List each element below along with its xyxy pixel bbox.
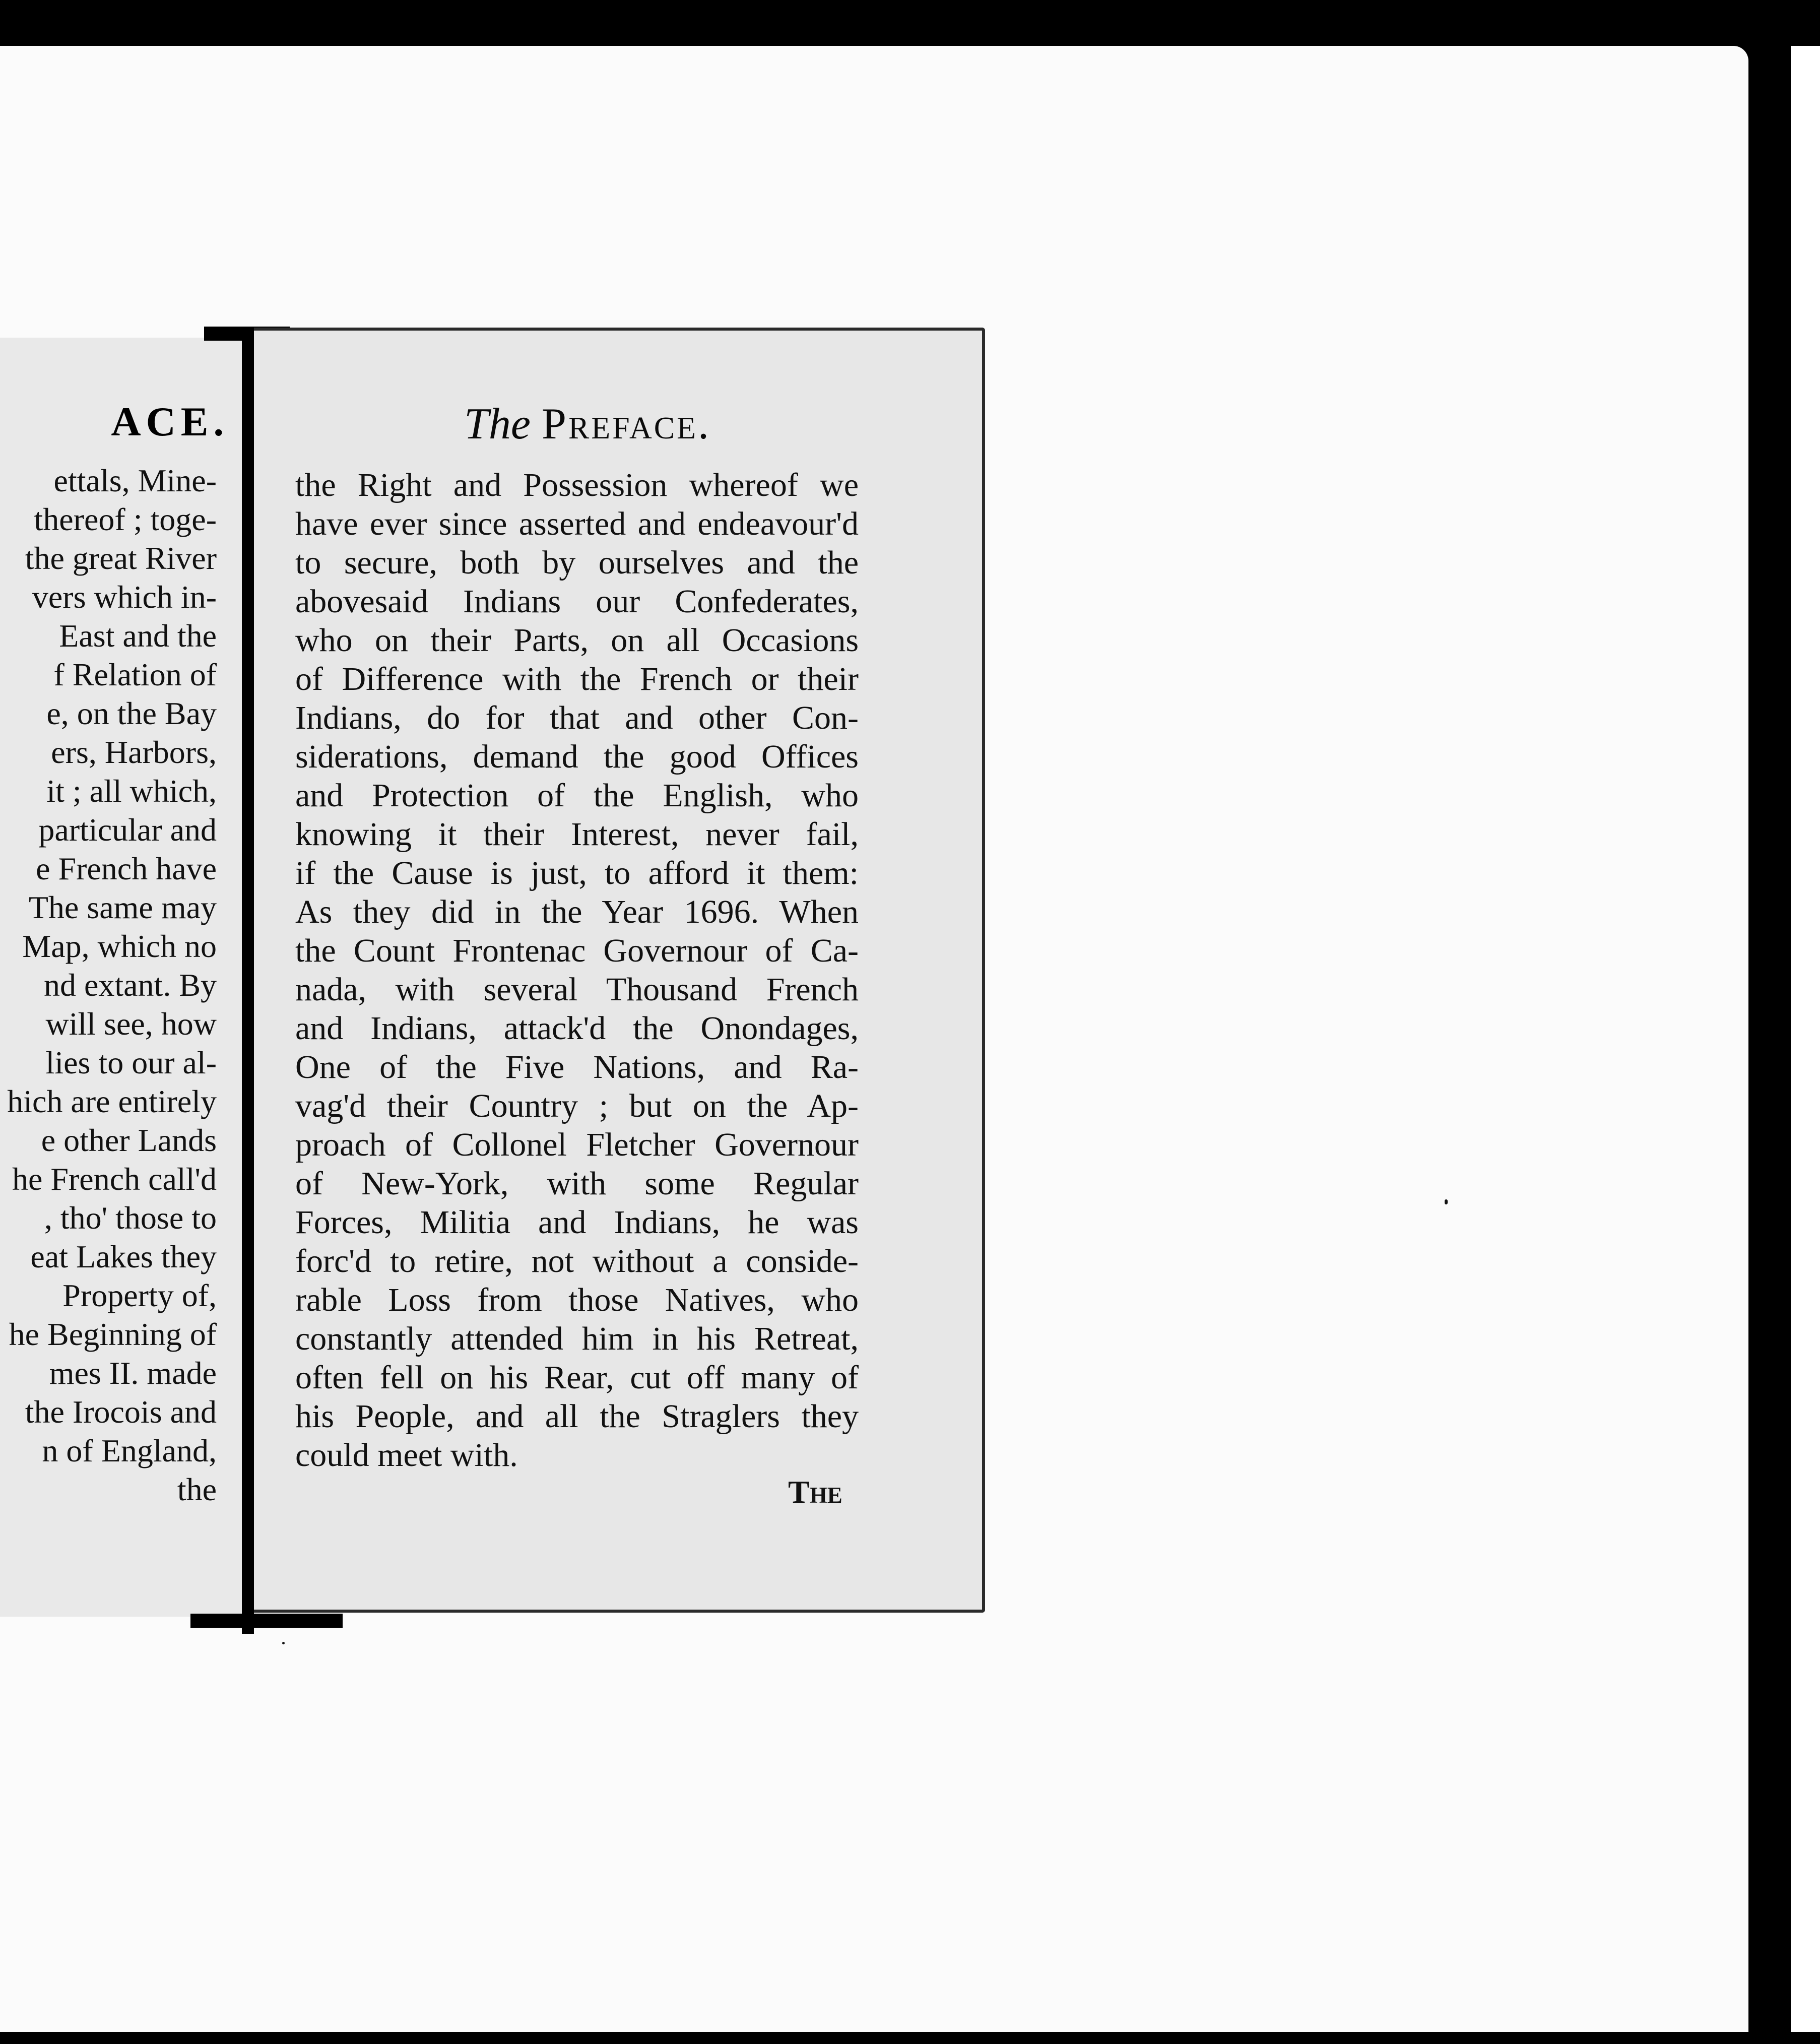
text-line: siderations, demand the good Offices	[295, 738, 859, 775]
text-line: could meet with.	[295, 1437, 518, 1474]
film-speck	[1445, 1199, 1448, 1204]
text-line: the Count Frontenac Governour of Ca-	[295, 932, 859, 969]
text-line: the Right and Possession whereof we	[295, 467, 859, 503]
text-line: have ever since asserted and endeavour'd	[295, 505, 859, 542]
catchword: The	[788, 1474, 842, 1510]
text-line: the great River	[25, 540, 217, 576]
text-line: vers which in-	[32, 579, 217, 615]
text-line: Property of,	[62, 1278, 217, 1313]
book-gutter	[242, 327, 254, 1634]
text-line: Indians, do for that and other Con-	[295, 699, 859, 736]
text-line: e, on the Bay	[46, 695, 217, 731]
text-line: constantly attended him in his Retreat,	[295, 1320, 859, 1357]
text-line: he French call'd	[12, 1161, 217, 1197]
facing-page-text	[7, 461, 217, 1509]
text-line: e French have	[36, 851, 217, 886]
text-line: abovesaid Indians our Confederates,	[295, 583, 859, 620]
text-line: often fell on his Rear, cut off many of	[295, 1359, 859, 1396]
text-line: n of England,	[42, 1433, 217, 1468]
text-line: the Irocois and	[25, 1394, 217, 1430]
text-line: vag'd their Country ; but on the Ap-	[295, 1088, 859, 1124]
text-line: it ; all which,	[46, 773, 217, 809]
text-line: proach of Collonel Fletcher Governour	[295, 1126, 859, 1163]
page-body-text	[295, 466, 859, 1475]
text-line: One of the Five Nations, and Ra-	[295, 1049, 859, 1085]
text-line: East and the	[59, 618, 217, 654]
text-line: , tho' those to	[44, 1200, 217, 1236]
text-line: Map, which no	[22, 928, 217, 964]
text-line: if the Cause is just, to afford it them:	[295, 855, 859, 891]
text-line: to secure, both by ourselves and the	[295, 544, 859, 581]
text-line: As they did in the Year 1696. When	[295, 893, 859, 930]
facing-page	[0, 338, 248, 1617]
book-page	[254, 328, 985, 1613]
text-line: of New-York, with some Regular	[295, 1165, 859, 1202]
header-word-the: The	[464, 400, 531, 449]
text-line: and Indians, attack'd the Onondages,	[295, 1010, 859, 1047]
text-line: e other Lands	[41, 1122, 217, 1158]
text-line: mes II. made	[49, 1355, 217, 1391]
text-line: nada, with several Thousand French	[295, 971, 859, 1008]
gutter-bottom-bar	[190, 1614, 343, 1628]
text-line: hich are entirely	[7, 1083, 217, 1119]
text-line: thereof ; toge-	[34, 501, 217, 537]
text-line: ettals, Mine-	[53, 463, 217, 498]
film-edge-bar	[1760, 46, 1791, 2032]
text-line: who on their Parts, on all Occasions	[295, 622, 859, 659]
text-line: and Protection of the English, who	[295, 777, 859, 814]
text-line: of Difference with the French or their	[295, 661, 859, 697]
text-line: The same may	[28, 889, 217, 925]
text-line: f Relation of	[53, 657, 217, 692]
text-line: rable Loss from those Natives, who	[295, 1282, 859, 1318]
film-speck	[282, 1642, 285, 1644]
text-line: forc'd to retire, not without a conside-	[295, 1243, 859, 1280]
film-edge-strip	[1791, 46, 1820, 2032]
page-header	[436, 399, 739, 450]
text-line: knowing it their Interest, never fail,	[295, 816, 859, 853]
text-line: nd extant. By	[43, 967, 217, 1003]
text-line: ers, Harbors,	[51, 734, 217, 770]
header-word-preface: Preface.	[541, 400, 711, 449]
text-line: Forces, Militia and Indians, he was	[295, 1204, 859, 1241]
text-line: eat Lakes they	[30, 1239, 217, 1274]
text-line: his People, and all the Straglers they	[295, 1398, 859, 1435]
facing-page-header: ACE.	[111, 399, 229, 444]
text-line: will see, how	[45, 1006, 217, 1042]
text-line: particular and	[38, 812, 217, 848]
text-line: he Beginning of	[9, 1316, 217, 1352]
text-line: the	[177, 1472, 217, 1507]
text-line: lies to our al-	[45, 1045, 217, 1080]
